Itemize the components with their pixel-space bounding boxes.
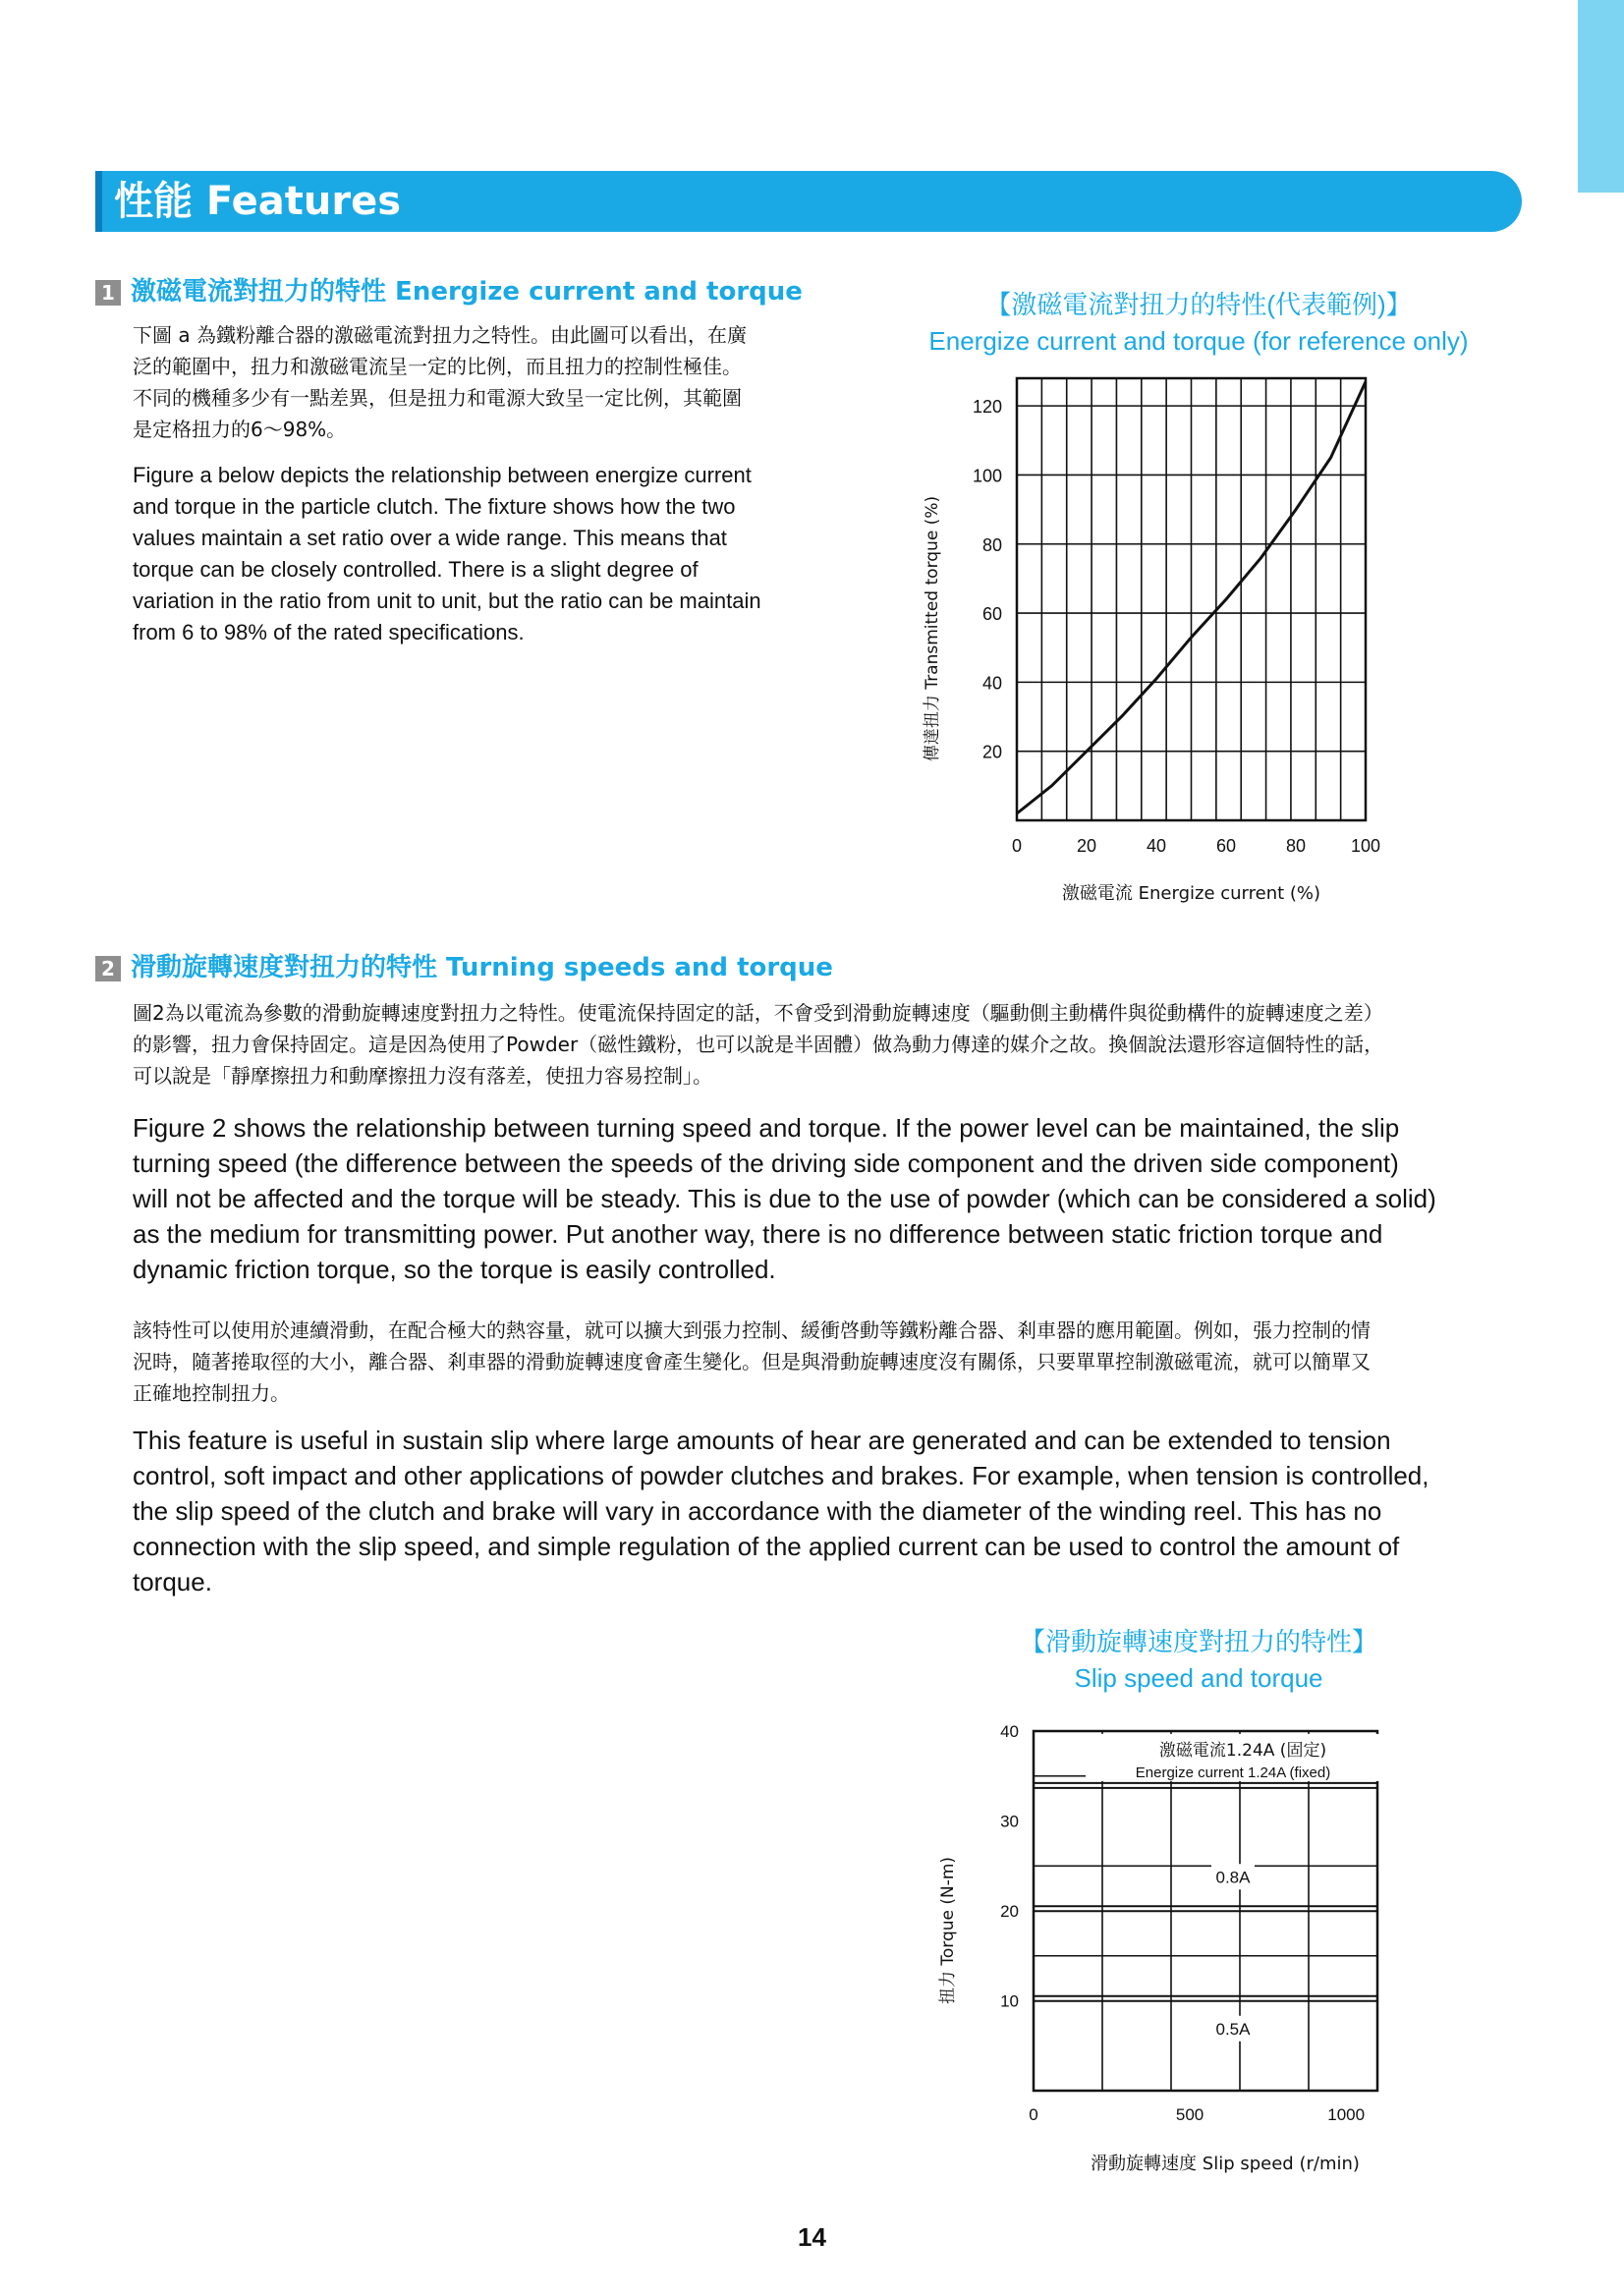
x-axis-label: 滑動旋轉速度 Slip speed (r/min) (1091, 2154, 1360, 2174)
text-line: Figure a below depicts the relationship between energize current (133, 463, 752, 487)
y-axis-label: 扭力 Torque (N-m) (938, 1856, 958, 2005)
text-line: from 6 to 98% of the rated specifications. (133, 620, 525, 644)
section2-cn-paragraph-2 (133, 1315, 1528, 1409)
y-tick-label: 80 (981, 534, 1002, 555)
section1-heading (95, 275, 803, 308)
y-tick-label: 60 (981, 604, 1002, 625)
y-axis-label: 傳達扭力 Transmitted torque (%) (923, 495, 942, 762)
text-line: variation in the ratio from unit to unit, but the ratio can be maintain (133, 588, 761, 613)
text-line: values maintain a set ratio over a wide range. This means that (133, 526, 727, 550)
text-line: 不同的機種多少有一點差異，但是扭力和電源大致呈一定比例，其範圍 (133, 386, 742, 410)
section1-heading-text: 激磁電流對扭力的特性 Energize current and torque (131, 277, 803, 307)
section2-heading-text: 滑動旋轉速度對扭力的特性 Turning speeds and torque (131, 953, 833, 982)
section2-number: 2 (95, 956, 121, 981)
text-line: dynamic friction torque, so the torque is easily controlled. (133, 1255, 776, 1284)
x-tick-label: 1000 (1327, 2105, 1366, 2124)
chart2-caption-cn: 【滑動旋轉速度對扭力的特性】 (1019, 1627, 1377, 1656)
x-tick-label: 80 (1285, 836, 1307, 856)
text-line: and torque in the particle clutch. The fixture shows how the two (133, 494, 736, 519)
x-tick-label: 60 (1215, 836, 1237, 856)
text-line: Figure 2 shows the relationship between turning speed and torque. If the power level can be maintained, the slip (133, 1113, 1400, 1143)
chart2-caption-en: Slip speed and torque (1074, 1663, 1323, 1693)
banner-title: 性能 Features (114, 179, 402, 224)
section1-en-paragraph (133, 460, 840, 648)
chart1-caption-cn: 【激磁電流對扭力的特性(代表範例)】 (985, 290, 1412, 319)
x-axis-label: 激磁電流 Energize current (%) (1061, 883, 1321, 904)
text-line: will not be affected and the torque will be steady. This is due to the use of powder (which can be considered a solid) (133, 1184, 1436, 1213)
text-line: 下圖 a 為鐵粉離合器的激磁電流對扭力之特性。由此圖可以看出，在廣 (133, 323, 747, 347)
page-side-tab (1578, 0, 1624, 193)
y-tick-label: 20 (1000, 1902, 1019, 1921)
text-line: as the medium for transmitting power. Put another way, there is no difference between static friction torque and (133, 1219, 1383, 1249)
y-tick-label: 10 (1000, 1991, 1019, 2011)
text-line: turning speed (the difference between the speeds of the driving side component and the driven side component) (133, 1148, 1399, 1178)
x-tick-label: 20 (1076, 836, 1097, 856)
section1-number: 1 (95, 280, 121, 306)
y-tick-label: 40 (1000, 1722, 1019, 1741)
x-tick-label: 0 (1011, 836, 1023, 856)
energize-torque-chart (904, 364, 1395, 904)
slip-speed-torque-chart (924, 1709, 1395, 2174)
page-number: 14 (798, 2222, 826, 2252)
text-line: 的影響，扭力會保持固定。這是因為使用了Powder（磁性鐵粉，也可以說是半固體）做為動力傳達的媒介之故。換個說法還形容這個特性的話， (133, 1033, 1384, 1056)
chart1-caption-en: Energize current and torque (for reference only) (928, 326, 1469, 356)
banner-accent-stripe (95, 171, 102, 232)
text-line: control, soft impact and other applications of powder clutches and brakes. For example, when tension is controlled, (133, 1461, 1429, 1490)
text-line: 該特性可以使用於連續滑動，在配合極大的熱容量，就可以擴大到張力控制、緩衝啓動等鐵粉離合器、剎車器的應用範圍。例如，張力控制的情 (133, 1318, 1371, 1342)
section2-heading (95, 951, 833, 984)
text-line: the slip speed of the clutch and brake will vary in accordance with the diameter of the winding reel. This has no (133, 1496, 1382, 1526)
section2-cn-paragraph-1 (133, 997, 1528, 1092)
y-tick-label: 20 (981, 742, 1002, 762)
text-line: 況時，隨著捲取徑的大小，離合器、剎車器的滑動旋轉速度會產生變化。但是與滑動旋轉速度沒有關係，只要單單控制激磁電流，就可以簡單又 (133, 1350, 1371, 1373)
text-line: 可以說是「靜摩擦扭力和動摩擦扭力沒有落差，使扭力容易控制」。 (133, 1064, 712, 1088)
section1-cn-paragraph (133, 319, 840, 445)
series-label-1-24a-cn: 激磁電流1.24A (固定) (1158, 1740, 1327, 1761)
y-tick-label: 120 (972, 397, 1002, 418)
text-line: torque can be closely controlled. There is a slight degree of (133, 557, 699, 582)
series-label-0-8a: 0.8A (1215, 1868, 1251, 1887)
text-line: torque. (133, 1567, 212, 1596)
text-line: 泛的範圍中，扭力和激磁電流呈一定的比例，而且扭力的控制性極佳。 (133, 355, 742, 378)
text-line: 圖2為以電流為參數的滑動旋轉速度對扭力之特性。使電流保持固定的話，不會受到滑動旋轉速度（驅動側主動構件與從動構件的旋轉速度之差） (133, 1001, 1383, 1025)
y-tick-label: 30 (1000, 1812, 1019, 1831)
x-tick-label: 500 (1175, 2105, 1204, 2124)
text-line: connection with the slip speed, and simple regulation of the applied current can be used to control the amount of (133, 1532, 1400, 1561)
series-label-0-5a: 0.5A (1215, 2019, 1251, 2039)
text-line: 正確地控制扭力。 (133, 1381, 290, 1405)
text-line: 是定格扭力的6～98%。 (133, 418, 347, 441)
x-tick-label: 40 (1146, 836, 1167, 856)
y-tick-label: 100 (972, 466, 1002, 486)
x-tick-label: 100 (1350, 836, 1381, 856)
y-tick-label: 40 (981, 673, 1002, 694)
section2-en-paragraph-2 (133, 1423, 1538, 1599)
x-tick-label: 0 (1029, 2105, 1038, 2124)
text-line: This feature is useful in sustain slip where large amounts of hear are generated and can be extended to tension (133, 1426, 1391, 1455)
series-label-1-24a-en: Energize current 1.24A (fixed) (1135, 1764, 1331, 1781)
section2-en-paragraph-1 (133, 1110, 1538, 1287)
